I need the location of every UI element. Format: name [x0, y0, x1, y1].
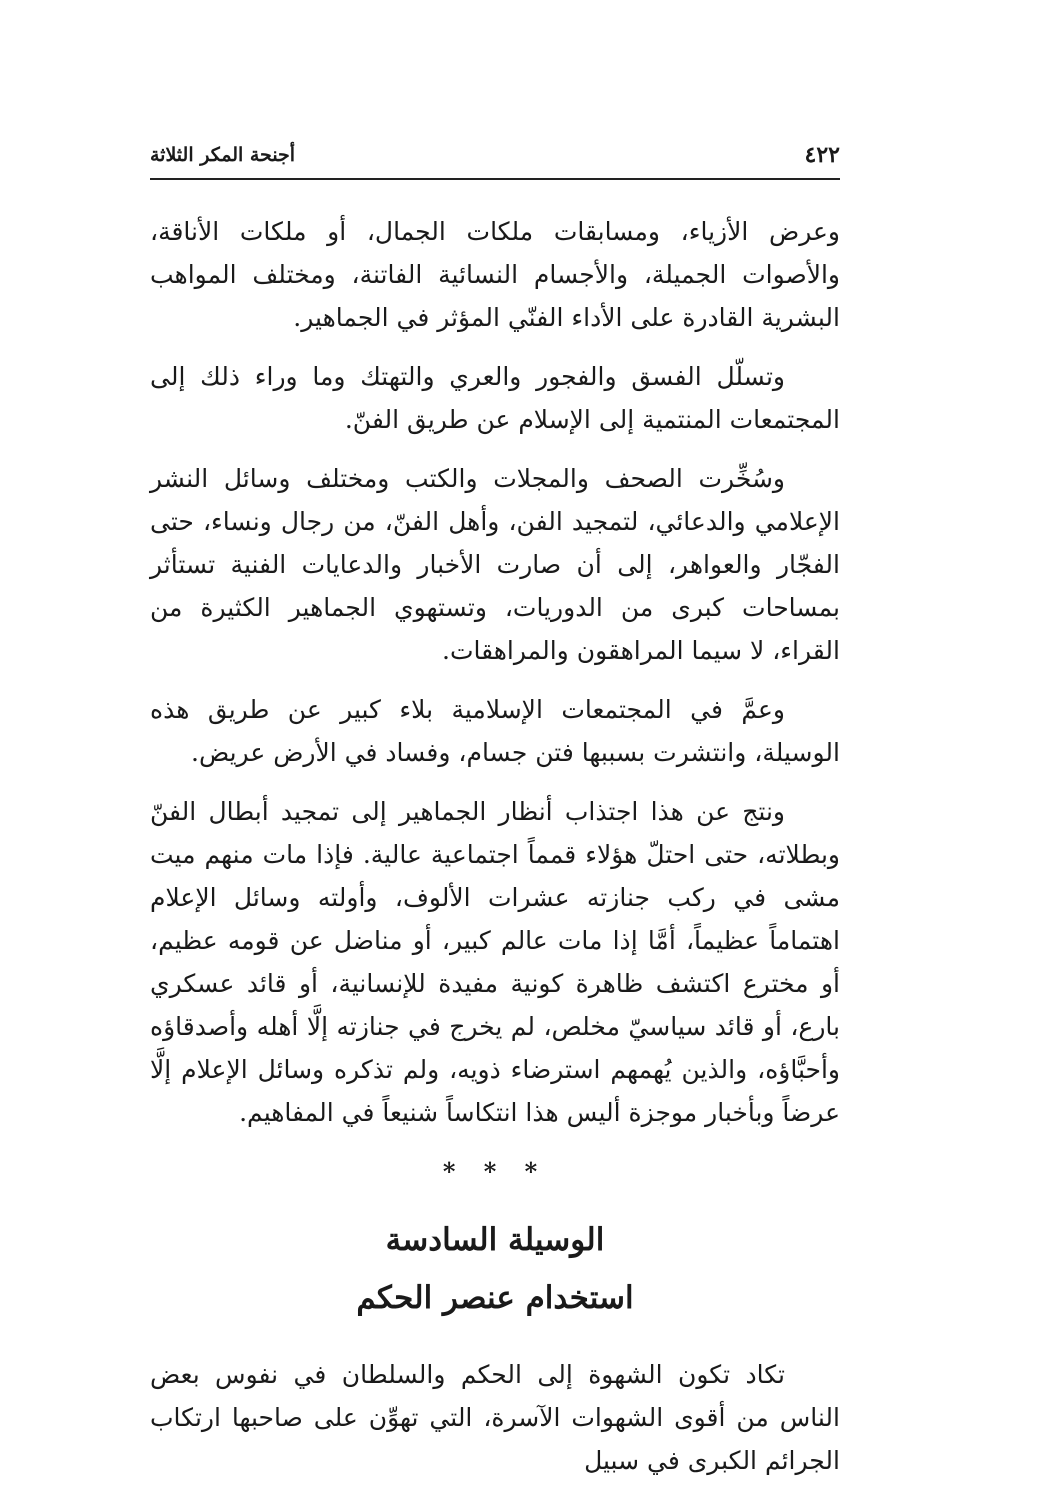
- paragraph-1: وعرض الأزياء، ومسابقات ملكات الجمال، أو ملكات الأناقة، والأصوات الجميلة، والأجسام النسائية الفاتنة، ومختلف المواهب البشرية القادرة على الأداء الفنّي المؤثر في الجماهير.: [150, 217, 840, 332]
- section-heading: الوسيلة السادسة: [385, 1222, 605, 1258]
- section-paragraph: تكاد تكون الشهوة إلى الحكم والسلطان في نفوس بعض الناس من أقوى الشهوات الآسرة، التي تهوِّن على صاحبها ارتكاب الجرائم الكبرى في سبيل: [150, 1360, 840, 1475]
- paragraph-4: وعمَّ في المجتمعات الإسلامية بلاء كبير عن طريق هذه الوسيلة، وانتشرت بسببها فتن جسام، وفساد في الأرض عريض.: [150, 695, 840, 767]
- paragraph-2: وتسلّل الفسق والفجور والعري والتهتك وما وراء ذلك إلى المجتمعات المنتمية إلى الإسلام عن طريق الفنّ.: [150, 362, 840, 434]
- page-body: [150, 210, 840, 1498]
- running-title: أجنحة المكر الثلاثة: [150, 144, 296, 166]
- page-number: ٤٢٢: [804, 142, 840, 168]
- paragraph-3: وسُخِّرت الصحف والمجلات والكتب ومختلف وسائل النشر الإعلامي والدعائي، لتمجيد الفن، وأهل الفنّ، من رجال ونساء، حتى الفجّار والعواهر، إلى أن صارت الأخبار والدعايات الفنية تستأثر بمساحات كبرى من الدوريات، وتستهوي الجماهير الكثيرة من القراء، لا سيما المراهقون والمراهقات.: [150, 464, 840, 665]
- paragraph-5: ونتج عن هذا اجتذاب أنظار الجماهير إلى تمجيد أبطال الفنّ وبطلاته، حتى احتلّ هؤلاء قمماً اجتماعية عالية. فإذا مات منهم ميت مشى في ركب جنازته عشرات الألوف، وأولته وسائل الإعلام اهتماماً عظيماً، أمَّا إذا مات عالم كبير، أو مناضل عن قومه عظيم، أو مخترع اكتشف ظاهرة كونية مفيدة للإنسانية، أو قائد عسكري بارع، أو قائد سياسيّ مخلص، لم يخرج في جنازته إلَّا أهله وأصدقاؤه وأحبَّاؤه، والذين يُهمهم استرضاء ذويه، ولم تذكره وسائل الإعلام إلَّا عرضاً وبأخبار موجزة أليس هذا انتكاساً شنيعاً في المفاهيم.: [150, 797, 840, 1127]
- section-separator: * * *: [442, 1157, 548, 1186]
- page-header: [150, 138, 840, 178]
- section-subheading: استخدام عنصر الحكم: [356, 1280, 634, 1316]
- header-rule: [150, 178, 840, 180]
